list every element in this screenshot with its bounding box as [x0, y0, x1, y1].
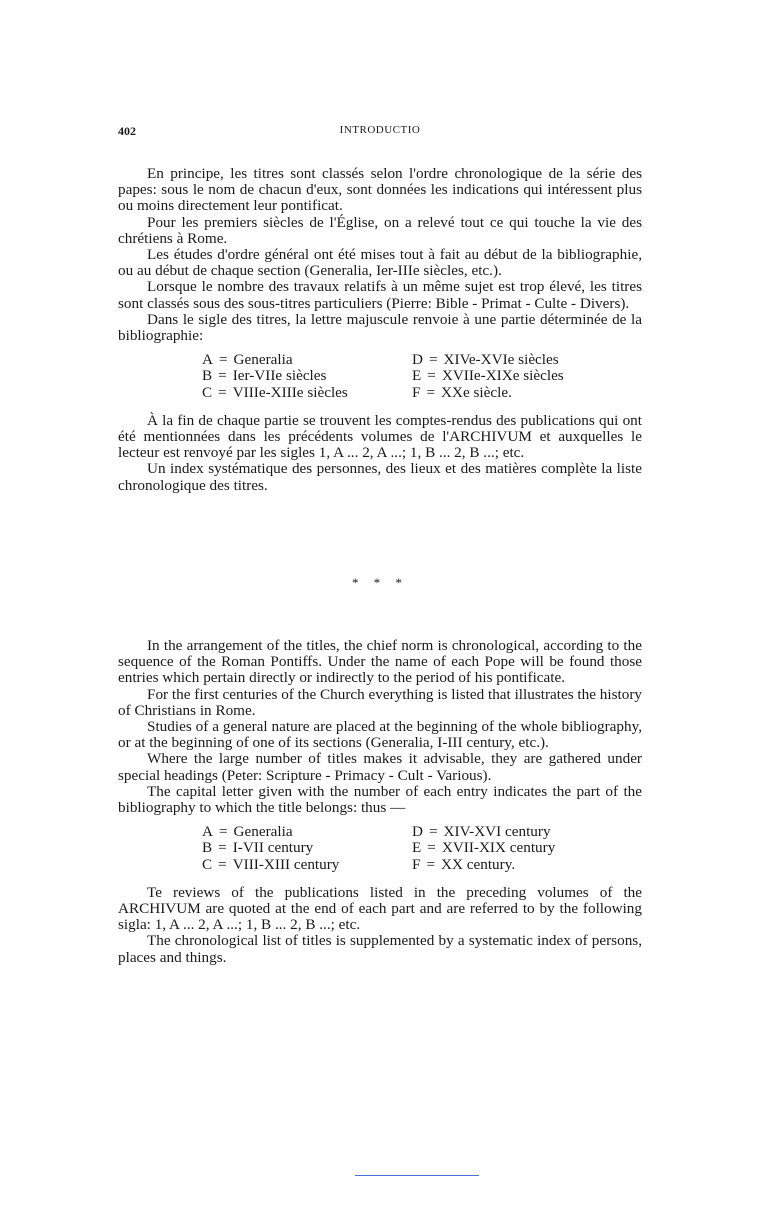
sigla-row: B = Ier-VIIe siècles [202, 367, 327, 385]
sigla-row: B = I-VII century [202, 839, 314, 857]
sigla-table [118, 824, 642, 873]
sigla-row: F = XX century. [412, 855, 516, 873]
sigla-table [118, 352, 642, 401]
page-number: 402 [118, 124, 136, 138]
french-section [118, 166, 642, 494]
page-header [118, 124, 642, 142]
sigla-column-left [118, 824, 412, 873]
sigla-row: C = VIIIe-XIIIe siècles [202, 383, 348, 401]
paragraph: Dans le sigle des titres, la lettre majuscule renvoie à une partie déterminée de la bibliographie: [118, 310, 642, 345]
paragraph: For the first centuries of the Church everything is listed that illustrates the history of Christians in Rome. [118, 685, 642, 719]
sigla-row: A = Generalia [202, 351, 293, 369]
paragraph: Pour les premiers siècles de l'Église, on a relevé tout ce qui touche la vie des chrétiens à Rome. [118, 213, 642, 247]
sigla-row: D = XIV-XVI century [412, 823, 551, 841]
paragraph: Lorsque le nombre des travaux relatifs à un même sujet est trop élevé, les titres sont classés sous des sous-titres particuliers (Pierre: Bible - Primat - Culte - Divers). [118, 278, 642, 312]
paragraph: Te reviews of the publications listed in the preceding volumes of the ARCHIVUM are quoted at the end of each part and are referred to by the following sigla: 1, A ... 2, A ...; 1, B ... 2, B ...; etc. [118, 883, 642, 934]
sigla-column-right [412, 824, 555, 873]
paragraph: Un index systématique des personnes, des lieux et des matières complète la liste chronologique des titres. [118, 460, 642, 494]
sigla-column-right [412, 352, 564, 401]
paragraph: The capital letter given with the number of each entry indicates the part of the bibliography to which the title belongs: thus — [118, 782, 642, 817]
paragraph: Studies of a general nature are placed at the beginning of the whole bibliography, or at the beginning of one of its sections (Generalia, I-III century, etc.). [118, 718, 642, 752]
paragraph: À la fin de chaque partie se trouvent les comptes-rendus des publications qui ont été mentionnées dans les précédents volumes de l'ARCHIVUM et auxquelles le lecteur est renvoyé par les sigles 1, A ... 2, A ...; 1, B ... 2, B ...; etc. [118, 411, 642, 462]
sigla-row: E = XVIIe-XIXe siècles [412, 367, 564, 385]
sigla-row: D = XIVe-XVIe siècles [412, 351, 559, 369]
paragraph: In the arrangement of the titles, the chief norm is chronological, according to the sequence of the Roman Pontiffs. Under the name of each Pope will be found those entries which pertain directly or indirectly to the period of his pontificate. [118, 637, 642, 687]
sigla-row: F = XXe siècle. [412, 383, 512, 401]
paragraph: The chronological list of titles is supplemented by a systematic index of persons, places and things. [118, 932, 642, 966]
paragraph: Where the large number of titles makes it advisable, they are gathered under special headings (Peter: Scripture - Primacy - Cult - Various). [118, 750, 642, 784]
sigla-row: E = XVII-XIX century [412, 839, 556, 857]
paragraph: En principe, les titres sont classés selon l'ordre chronologique de la série des papes: sous le nom de chacun d'eux, sont données les indications qui intéressent plus ou moins directement leur pontificat. [118, 165, 642, 215]
sigla-row: A = Generalia [202, 823, 293, 841]
section-separator: * * * [352, 575, 408, 590]
sigla-column-left [118, 352, 412, 401]
english-section [118, 638, 642, 966]
running-title: INTRODUCTIO [339, 124, 421, 136]
sigla-row: C = VIII-XIII century [202, 855, 340, 873]
footer-rule [355, 1175, 479, 1176]
paragraph: Les études d'ordre général ont été mises tout à fait au début de la bibliographie, ou au début de chaque section (Generalia, Ier-IIIe siècles, etc.). [118, 246, 642, 280]
